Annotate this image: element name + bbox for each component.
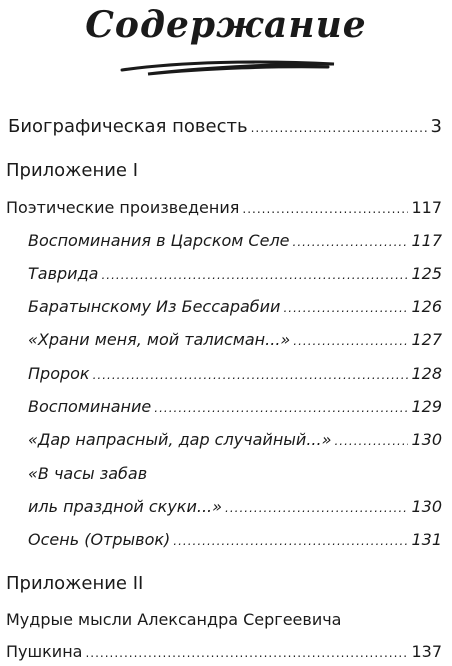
toc-entry-page: 127 xyxy=(411,330,442,349)
toc-leader-dots xyxy=(93,368,409,382)
toc-leader-dots xyxy=(85,646,408,660)
toc-entry-page: 130 xyxy=(411,497,442,516)
toc-entry[interactable] xyxy=(6,642,442,661)
toc-entry-page: 130 xyxy=(411,430,442,449)
toc-leader-dots xyxy=(293,334,408,348)
toc-leader-dots xyxy=(283,301,408,315)
toc-entry[interactable] xyxy=(28,297,442,316)
toc-entry[interactable] xyxy=(28,497,442,516)
toc-entry[interactable] xyxy=(28,364,442,383)
toc-entry-page: 128 xyxy=(411,364,442,383)
toc-entry-page: 131 xyxy=(411,530,442,549)
toc-leader-dots xyxy=(242,202,408,216)
toc-leader-dots xyxy=(225,501,408,515)
toc-entry-label: Биографическая повесть xyxy=(8,116,248,137)
toc-entry[interactable] xyxy=(28,264,442,283)
toc-entry-page: 3 xyxy=(430,116,442,137)
toc-section-heading: Приложение II xyxy=(6,573,144,594)
toc-entry[interactable] xyxy=(8,116,442,137)
toc-entry-page: 117 xyxy=(411,198,442,217)
toc-entry-label: Таврида xyxy=(28,264,99,283)
toc-entry-label: Осень (Отрывок) xyxy=(28,530,171,549)
toc-entry-label: Поэтические произведения xyxy=(6,198,240,217)
toc-entry-label: Воспоминания в Царском Селе xyxy=(28,231,290,250)
toc-entry-label-line1: «В часы забав xyxy=(28,464,148,483)
toc-entry-label: Пушкина xyxy=(6,642,83,661)
toc-entry-label: «Храни меня, мой талисман...» xyxy=(28,330,291,349)
toc-entry-page: 126 xyxy=(411,297,442,316)
toc-entry-label: Пророк xyxy=(28,364,90,383)
toc-entry-label: «Дар напрасный, дар случайный...» xyxy=(28,430,332,449)
toc-entry-page: 125 xyxy=(411,264,442,283)
title-underline-flourish xyxy=(118,58,338,76)
toc-entry-label-line1: Мудрые мысли Александра Сергеевича xyxy=(6,610,342,629)
toc-leader-dots xyxy=(101,268,408,282)
toc-leader-dots xyxy=(154,401,408,415)
toc-entry[interactable] xyxy=(28,330,442,349)
toc-section-heading: Приложение I xyxy=(6,160,139,181)
toc-entry-label: Баратынскому Из Бессарабии xyxy=(28,297,281,316)
toc-entry-page: 129 xyxy=(411,397,442,416)
toc-leader-dots xyxy=(251,121,428,135)
toc-entry[interactable] xyxy=(6,198,442,217)
toc-entry-page: 117 xyxy=(411,231,442,250)
toc-leader-dots xyxy=(293,235,409,249)
toc-entry[interactable] xyxy=(28,430,442,449)
toc-entry[interactable] xyxy=(28,231,442,250)
page-title: Содержание xyxy=(85,4,367,46)
toc-leader-dots xyxy=(334,434,408,448)
toc-entry-page: 137 xyxy=(411,642,442,661)
toc-entry[interactable] xyxy=(28,397,442,416)
toc-entry-label: иль праздной скуки...» xyxy=(28,497,222,516)
toc-entry-label: Воспоминание xyxy=(28,397,152,416)
toc-entry[interactable] xyxy=(28,530,442,549)
toc-leader-dots xyxy=(173,534,408,548)
